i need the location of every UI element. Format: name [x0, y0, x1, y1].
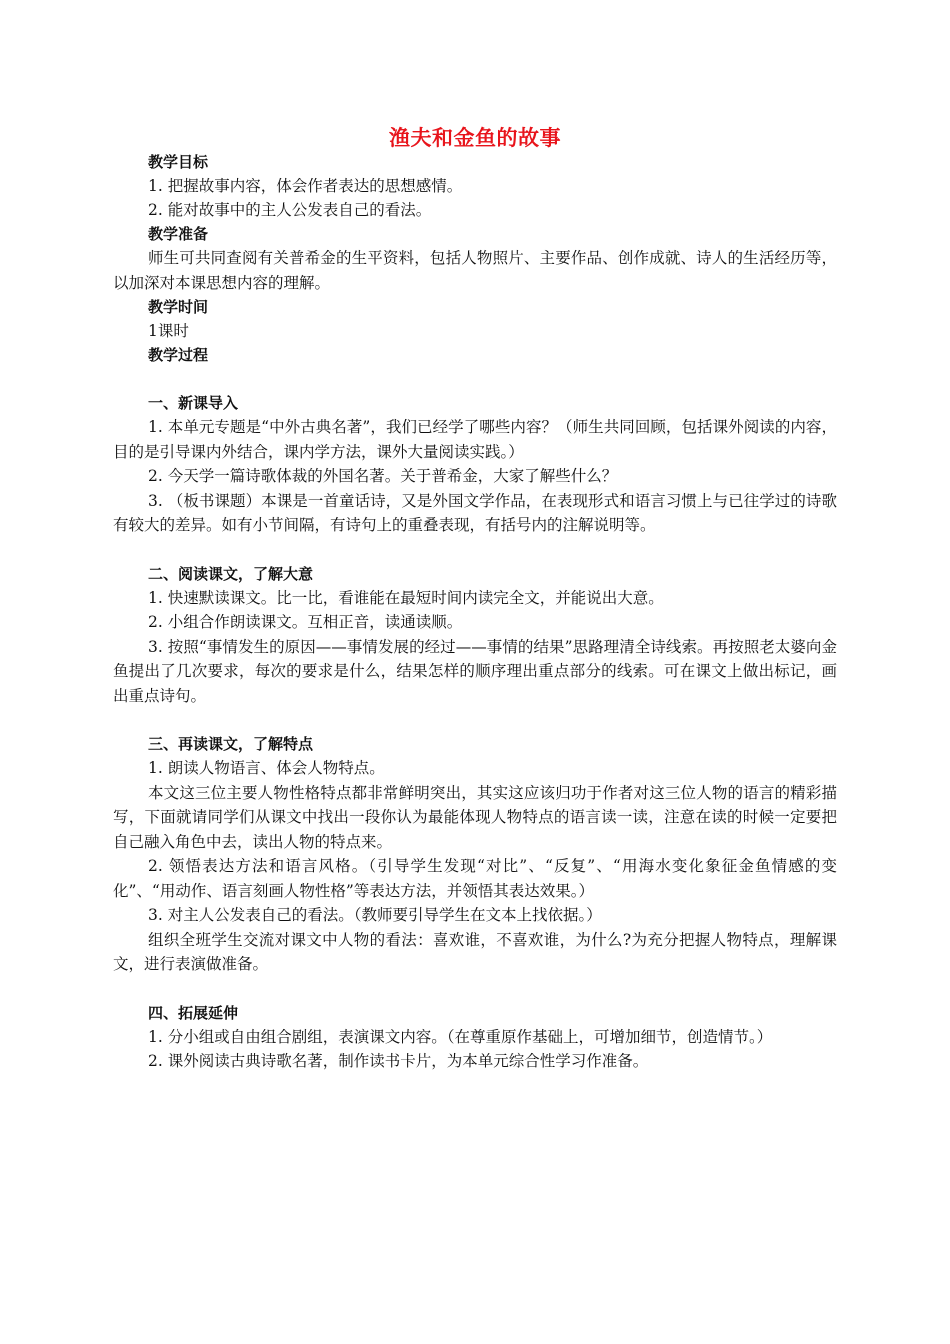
goal-item: 2. 能对故事中的主人公发表自己的看法。: [148, 201, 432, 219]
time-heading: 教学时间: [148, 298, 209, 316]
section-paragraph: 组织全班学生交流对课文中人物的看法：喜欢谁，不喜欢谁，为什么?为充分把握人物特点，理解课文，进行表演做准备。: [113, 930, 837, 973]
section-paragraph: 1. 分小组或自由组合剧组，表演课文内容。（在尊重原作基础上，可增加细节，创造情节。）: [148, 1027, 773, 1046]
time-value: 1课时: [148, 322, 189, 340]
prep-heading: 教学准备: [148, 225, 209, 243]
section-paragraph: 2. 今天学一篇诗歌体裁的外国名著。关于普希金，大家了解些什么？: [148, 467, 618, 485]
section-paragraph: 本文这三位主要人物性格特点都非常鲜明突出，其实这应该归功于作者对这三位人物的语言的精彩描写，下面就请同学们从课文中找出一段你认为最能体现人物特点的语言读一读，注意在读的时候一定要把自己融入角色中去，读出人物的特点来。: [113, 783, 837, 851]
section-heading: 二、阅读课文，了解大意: [148, 564, 314, 583]
goals-heading: 教学目标: [148, 153, 209, 171]
goal-item: 1. 把握故事内容，体会作者表达的思想感情。: [148, 177, 463, 195]
section-paragraph: 3. 按照“事情发生的原因——事情发展的经过——事情的结果”思路理清全诗线索。再按照老太婆向金鱼提出了几次要求，每次的要求是什么，结果怎样的顺序理出重点部分的线索。可在课文上做出标记，画出重点诗句。: [113, 637, 837, 705]
section-heading: 三、再读课文，了解特点: [148, 735, 314, 753]
section-paragraph: 2. 领悟表达方法和语言风格。（引导学生发现“对比”、“反复”、“用海水变化象征金鱼情感的变化”、“用动作、语言刻画人物性格”等表达方法，并领悟其表达效果。）: [113, 857, 837, 900]
document-title: 渔夫和金鱼的故事: [389, 126, 561, 150]
section-paragraph: 1. 朗读人物语言、体会人物特点。: [148, 759, 385, 777]
section-paragraph: 3. 对主人公发表自己的看法。（教师要引导学生在文本上找依据。）: [148, 906, 602, 924]
section-paragraph: 2. 课外阅读古典诗歌名著，制作读书卡片，为本单元综合性学习作准备。: [148, 1052, 649, 1070]
section-heading: 一、新课导入: [148, 394, 239, 412]
process-heading: 教学过程: [148, 346, 209, 364]
section-paragraph: 1. 快速默读课文。比一比，看谁能在最短时间内读完全文，并能说出大意。: [148, 588, 664, 607]
section-paragraph: 2. 小组合作朗读课文。互相正音，读通读顺。: [148, 613, 463, 631]
document-body: [113, 150, 837, 1074]
prep-text: 师生可共同查阅有关普希金的生平资料，包括人物照片、主要作品、创作成就、诗人的生活经历等，以加深对本课思想内容的理解。: [113, 249, 837, 292]
section-heading: 四、拓展延伸: [148, 1003, 239, 1022]
section-paragraph: 3. （板书课题）本课是一首童话诗，又是外国文学作品，在表现形式和语言习惯上与已往学过的诗歌有较大的差异。如有小节间隔，有诗句上的重叠表现，有括号内的注解说明等。: [113, 491, 837, 534]
section-paragraph: 1. 本单元专题是“中外古典名著”，我们已经学了哪些内容？（师生共同回顾，包括课外阅读的内容，目的是引导课内外结合，课内学方法，课外大量阅读实践。）: [113, 418, 837, 461]
